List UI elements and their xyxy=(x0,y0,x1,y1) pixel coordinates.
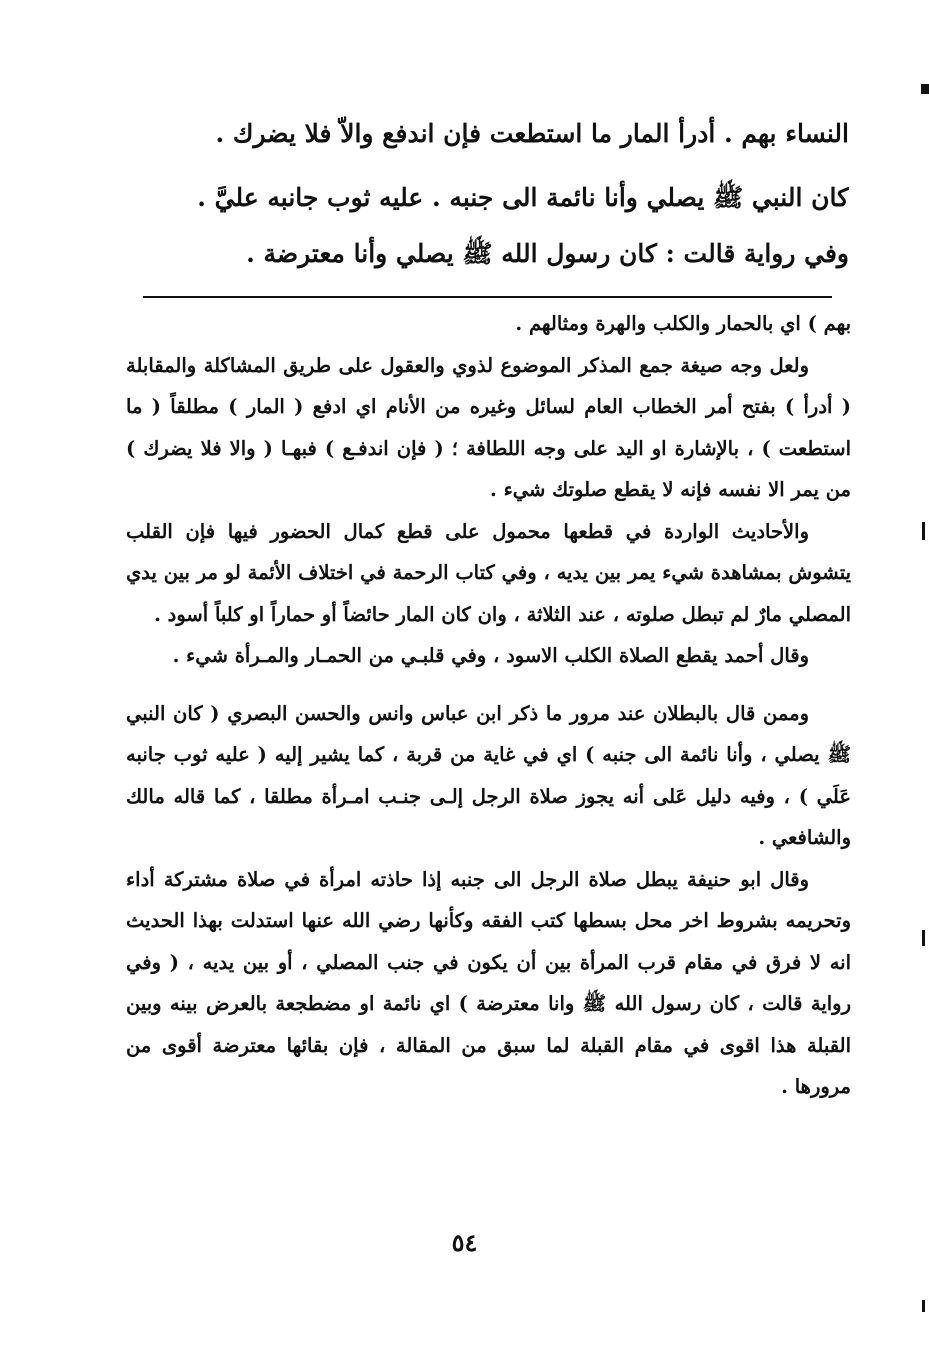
scan-mark xyxy=(922,1300,925,1312)
commentary xyxy=(126,303,851,1108)
commentary-paragraph-1: بهم ) اي بالحمار والكلب والهرة ومثالهم . xyxy=(515,312,851,335)
hadith-line-3: وفي رواية قالت : كان رسول الله ﷺ يصلي وأنا معترضة . xyxy=(246,239,849,268)
hadith-line-2: كان النبي ﷺ يصلي وأنا نائمة الى جنبه . عليه ثوب جانبه عليَّ . xyxy=(197,183,849,212)
scan-mark xyxy=(922,522,925,540)
hadith-text-continued xyxy=(129,170,849,282)
commentary-paragraph-6: وقال ابو حنيفة يبطل صلاة الرجل الى جنبه إذا حاذته امرأة في صلاة مشتركة أداء وتحريمه بشروط اخر محل بسطها كتب الفقه وكأنها رضي الله عنها استدلت بهذا الحديث انه لا فرق في مقام قرب المرأة بين أن يكون في جنب المصلي ، أو بين يديه ، ( وفي رواية قالت ، كان رسول الله ﷺ وانا معترضة ) اي نائمة او مضطجعة بالعرض بينه وبين القبلة هذا اقوى في مقام القبلة لما سبق من المقالة ، فإن بقائها معترضة أقوى من مرورها . xyxy=(126,867,851,1098)
page-number: ٥٤ xyxy=(451,1228,478,1257)
footnote-divider xyxy=(143,296,832,298)
paragraph-gap xyxy=(126,677,851,693)
commentary-paragraph-5: وممن قال بالبطلان عند مرور ما ذكر ابن عباس وانس والحسن البصري ( كان النبي ﷺ يصلي ، وأنا نائمة الى جنبه ) اي في غاية من قربة ، كما يشير إليه ( عليه ثوب جانبه عَلَي ) ، وفيه دليل عَلى أنه يجوز صلاة الرجل إلـى جنـب امـرأة مطلقا ، كما قاله مالك والشافعي . xyxy=(126,701,851,849)
scan-mark xyxy=(921,84,929,94)
hadith-text xyxy=(129,106,849,162)
commentary-paragraph-2: ولعل وجه صيغة جمع المذكر الموضوع لذوي والعقول على طريق المشاكلة والمقابلة ( أدرأ ) بفتح أمر الخطاب العام لسائل وغيره من الأنام اي ادفع ( المار ) مطلقاً ( ما استطعت ) ، بالإشارة او اليد على وجه اللطافة ؛ ( فإن اندفـع ) فبهـا ( والا فلا يضرك ) من يمر الا نفسه فإنه لا يقطع صلوتك شيء . xyxy=(126,353,852,501)
commentary-paragraph-4: وقال أحمد يقطع الصلاة الكلب الاسود ، وفي قلبـي من الحمـار والمـرأة شيء . xyxy=(172,644,809,667)
commentary-paragraph-3: والأحاديث الواردة في قطعها محمول على قطع كمال الحضور فيها فإن القلب يتشوش بمشاهدة شيء يمر بين يديه ، وفي كتاب الرحمة في اختلاف الأئمة لو مر بين يدي المصلي مارٌ لم تبطل صلوته ، عند الثلاثة ، وان كان المار حائضاً أو حماراً او كلباً أسود . xyxy=(126,519,851,626)
hadith-line-1: النساء بهم . أدرأ المار ما استطعت فإن اندفع والاّ فلا يضرك . xyxy=(215,119,849,148)
scan-mark xyxy=(922,930,925,946)
